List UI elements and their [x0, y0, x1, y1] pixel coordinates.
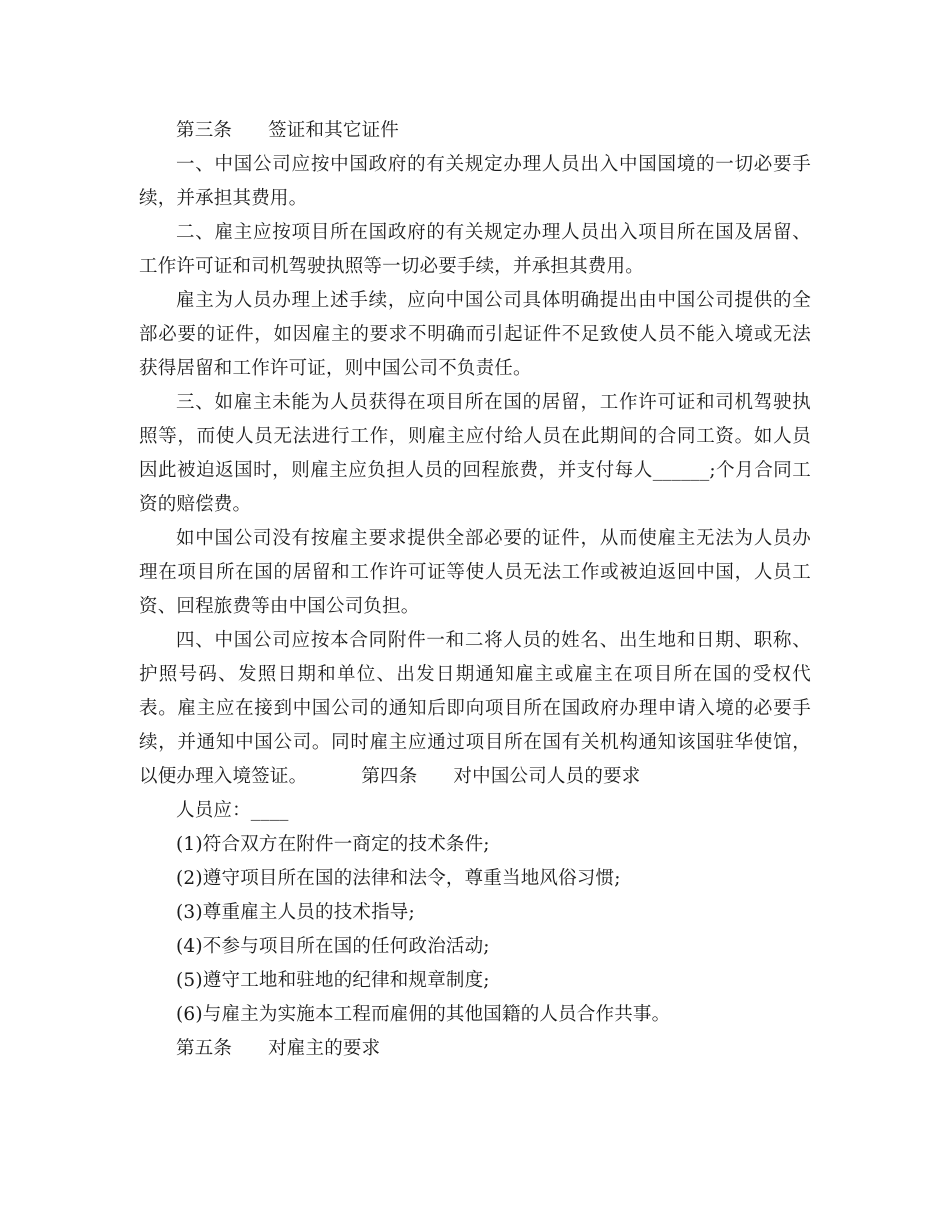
article-3-paragraph-6-text: 四、中国公司应按本合同附件一和二将人员的姓名、出生地和日期、职称、护照号码、发照日期和单位、出发日期通知雇主或雇主在项目所在国的受权代表。雇主应在接到中国公司的通知后即向项目所在国政府办理申请入境的必要手续，并通知中国公司。同时雇主应通过项目所在国有关机构通知该国驻华使馆，以便办理入境签证。	[139, 630, 811, 787]
document-body	[139, 114, 811, 1066]
article-4-number: 第四条	[361, 766, 418, 787]
article-4-item-5: (5)遵守工地和驻地的纪律和规章制度;	[176, 970, 490, 991]
article-3-number: 第三条	[176, 120, 233, 141]
article-4-item-3: (3)尊重雇主人员的技术指导;	[176, 902, 415, 923]
article-5-title: 对雇主的要求	[268, 1038, 381, 1059]
article-3-paragraph-2: 二、雇主应按项目所在国政府的有关规定办理人员出入项目所在国及居留、工作许可证和司机驾驶执照等一切必要手续，并承担其费用。	[139, 222, 811, 277]
article-4-item-2: (2)遵守项目所在国的法律和法令，尊重当地风俗习惯;	[176, 868, 621, 889]
article-4-item-1: (1)符合双方在附件一商定的技术条件;	[176, 834, 490, 855]
article-4-item-6: (6)与雇主为实施本工程而雇佣的其他国籍的人员合作共事。	[176, 1004, 671, 1025]
article-3-paragraph-1: 一、中国公司应按中国政府的有关规定办理人员出入中国国境的一切必要手续，并承担其费用。	[139, 154, 811, 209]
article-3-paragraph-5: 如中国公司没有按雇主要求提供全部必要的证件，从而使雇主无法为人员办理在项目所在国的居留和工作许可证等使人员无法工作或被迫返回中国，人员工资、回程旅费等由中国公司负担。	[139, 528, 811, 617]
article-4-title: 对中国公司人员的要求	[453, 766, 641, 787]
article-3-paragraph-6	[139, 624, 811, 794]
article-5-heading	[139, 1032, 811, 1066]
article-4-intro: 人员应：____	[176, 800, 289, 821]
article-3-paragraph-4: 三、如雇主未能为人员获得在项目所在国的居留，工作许可证和司机驾驶执照等，而使人员无法进行工作，则雇主应付给人员在此期间的合同工资。如人员因此被迫返国时，则雇主应负担人员的回程旅费，并支付每人______;个月合同工资的赔偿费。	[139, 392, 811, 515]
article-3-paragraph-3: 雇主为人员办理上述手续，应向中国公司具体明确提出由中国公司提供的全部必要的证件，如因雇主的要求不明确而引起证件不足致使人员不能入境或无法获得居留和工作许可证，则中国公司不负责任。	[139, 290, 811, 379]
article-3-title: 签证和其它证件	[268, 120, 400, 141]
article-4-item-4: (4)不参与项目所在国的任何政治活动;	[176, 936, 490, 957]
article-5-number: 第五条	[176, 1038, 233, 1059]
article-3-heading	[139, 114, 811, 148]
